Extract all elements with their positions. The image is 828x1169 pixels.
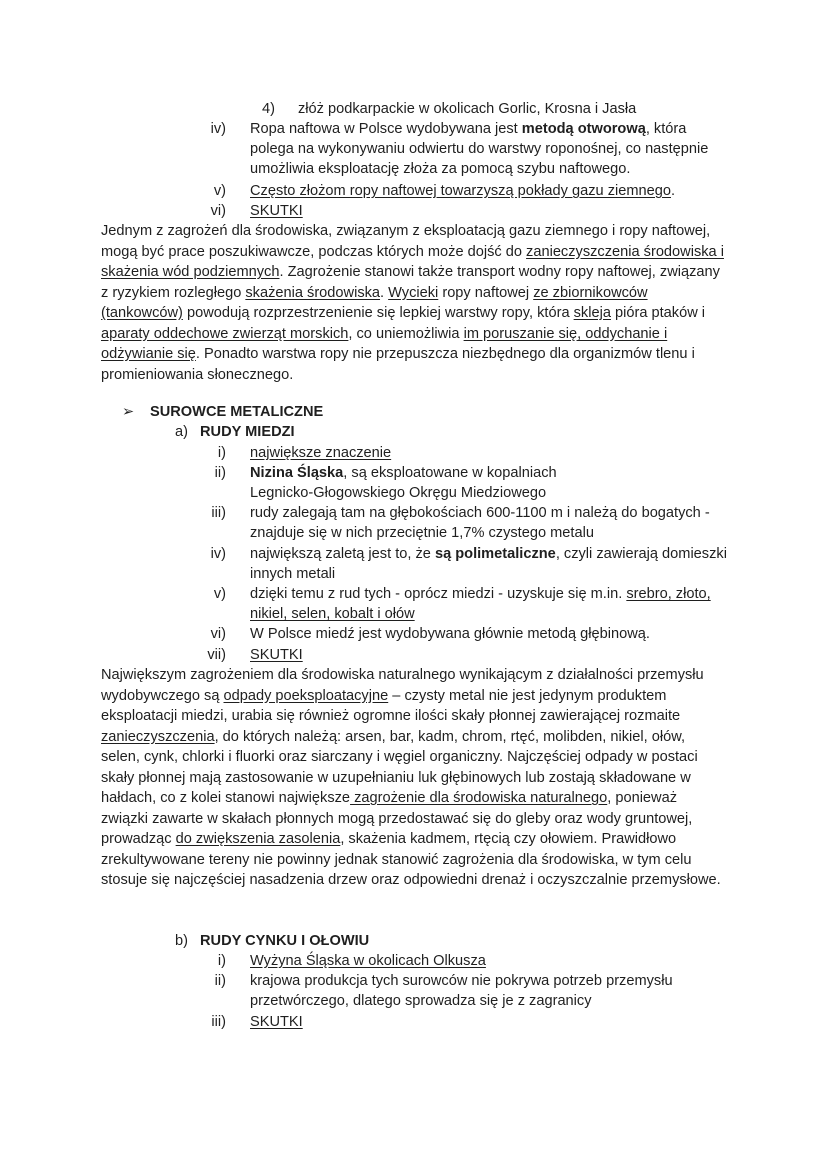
list-marker: vi) [210, 203, 226, 219]
paragraph-oil-hazards: Jednym z zagrożeń dla środowiska, związanym z eksploatacją gazu ziemnego i ropy naftowej, mogą być prace poszukiwawcze, podczas których może dojść do zanieczyszczenia środowiska i skażenia wód podziemnych. Zagrożenie stanowi także transport wodny ropy naftowej, związany z ryzykiem rozległego skażenia środowiska. Wycieki ropy naftowej ze zbiornikowców (tankowców) powodują rozprzestrzenienie się lepkiej warstwy ropy, która skleja pióra ptaków i aparaty oddechowe zwierząt morskich, co uniemożliwia im poruszanie się, oddychanie i odżywianie się. Ponadto warstwa ropy nie przepuszcza niezbędnego dla organizmów tlenu i promieniowania słonecznego. [101, 223, 724, 383]
list-marker: ii) [214, 973, 226, 989]
list-marker: i) [217, 953, 226, 969]
arrow-bullet-icon: ➢ [122, 404, 135, 420]
section-heading: SUROWCE METALICZNE [150, 404, 324, 420]
list-item-text: Ropa naftowa w Polsce wydobywana jest metodą otworową, która polega na wykonywaniu odwiertu do warstwy roponośnej, co następnie umożliwia eksploatację złoża za pomocą szybu naftowego. [250, 121, 709, 177]
list-item-text: dzięki temu z rud tych - oprócz miedzi - uzyskuje się m.in. srebro, złoto, nikiel, selen, kobalt i ołów [250, 586, 711, 622]
subsection-marker: a) [175, 424, 188, 440]
list-marker: 4) [262, 101, 275, 117]
list-item-text: złóż podkarpackie w okolicach Gorlic, Krosna i Jasła [298, 101, 637, 117]
list-marker: iii) [211, 1014, 226, 1030]
list-marker: iv) [210, 121, 226, 137]
list-marker: vi) [210, 626, 226, 642]
list-marker: ii) [214, 465, 226, 481]
list-marker: v) [213, 586, 226, 602]
list-marker: iii) [211, 505, 226, 521]
list-item-text: największą zaletą jest to, że są polimetaliczne, czyli zawierają domieszki innych metali [250, 546, 727, 582]
list-item-text: Często złożom ropy naftowej towarzyszą pokłady gazu ziemnego. [250, 183, 676, 199]
list-item-text: największe znaczenie [250, 445, 392, 461]
skutki-heading: SKUTKI [250, 647, 303, 663]
subsection-marker: b) [175, 933, 188, 949]
skutki-heading: SKUTKI [250, 1014, 303, 1030]
paragraph-copper-hazards: Największym zagrożeniem dla środowiska naturalnego wynikającym z działalności przemysłu wydobywczego są odpady poeksploatacyjne – czysty metal nie jest jedynym produktem eksploatacji miedzi, urabia się również ogromne ilości skały płonnej zawierającej rozmaite zanieczyszczenia, do których należą: arsen, bar, kadm, chrom, rtęć, molibden, nikiel, ołów, selen, cynk, chlorki i fluorki oraz siarczany i węgiel organiczny. Najczęściej odpady w postaci skały płonnej mają zastosowanie w uzupełnianiu luk głębinowych lub zostają składowane w hałdach, co z kolei stanowi największe zagrożenie dla środowiska naturalnego, ponieważ związki zawarte w skałach płonnych mogą przedostawać się do gleby oraz wody gruntowej, prowadząc do zwiększenia zasolenia, skażenia kadmem, rtęcią czy ołowiem. Prawidłowo zrekultywowane tereny nie powinny jednak stanowić zagrożenia dla środowiska, w tym celu stosuje się najczęściej nasadzenia drzew oraz odpowiedni drenaż i oczyszczalnie przemysłowe. [101, 667, 721, 888]
list-marker: v) [213, 183, 226, 199]
subsection-heading: RUDY MIEDZI [200, 424, 295, 440]
list-marker: iv) [210, 546, 226, 562]
list-item-text: krajowa produkcja tych surowców nie pokrywa potrzeb przemysłu przetwórczego, dlatego sprowadza się je z zagranicy [250, 973, 673, 1009]
list-item-text: rudy zalegają tam na głębokościach 600-1100 m i należą do bogatych - znajduje się w nich przeciętnie 1,7% czystego metalu [250, 505, 710, 541]
list-item-text: Nizina Śląska, są eksploatowane w kopalniach Legnicko-Głogowskiego Okręgu Miedziowego [250, 465, 557, 501]
skutki-heading: SKUTKI [250, 203, 303, 219]
list-item-text: Wyżyna Śląska w okolicach Olkusza [250, 953, 486, 969]
list-item-text: W Polsce miedź jest wydobywana głównie metodą głębinową. [250, 626, 650, 642]
subsection-heading: RUDY CYNKU I OŁOWIU [200, 933, 370, 949]
list-marker: i) [217, 445, 226, 461]
list-marker: vii) [207, 647, 226, 663]
